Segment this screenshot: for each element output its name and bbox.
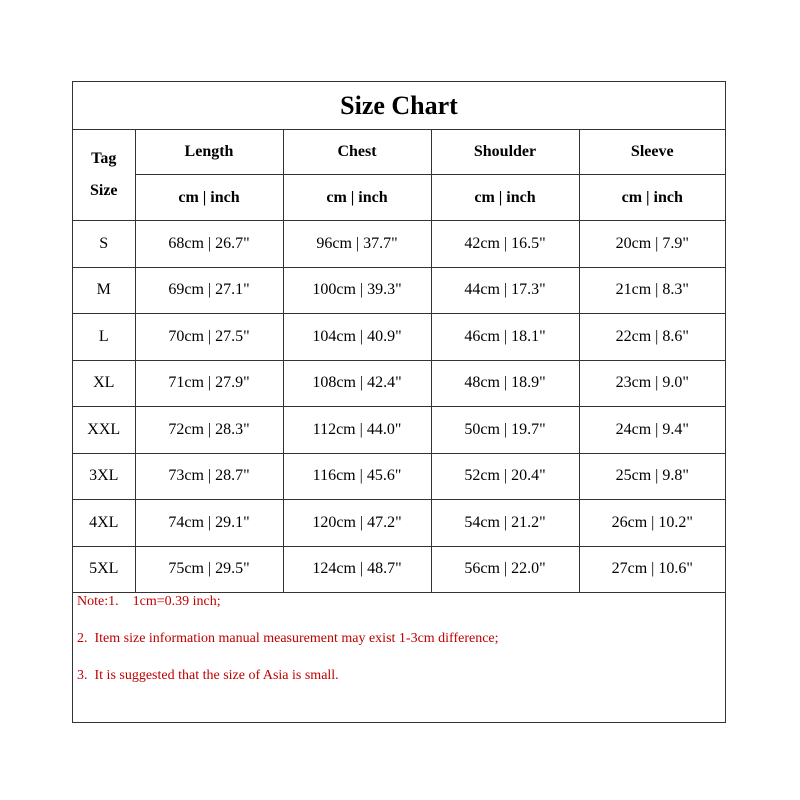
- size-cell: L: [73, 314, 135, 361]
- measurement-cell: 44cm | 17.3": [431, 267, 579, 314]
- measurement-cell: 73cm | 28.7": [135, 453, 283, 500]
- measurement-cell: 20cm | 7.9": [579, 221, 725, 268]
- size-cell: S: [73, 221, 135, 268]
- measurement-cell: 25cm | 9.8": [579, 453, 725, 500]
- measurement-cell: 120cm | 47.2": [283, 500, 431, 547]
- column-header-chest: Chest: [283, 129, 431, 175]
- size-cell: XL: [73, 360, 135, 407]
- tag-size-header: [73, 129, 135, 221]
- size-chart: [72, 81, 726, 723]
- measurement-cell: 42cm | 16.5": [431, 221, 579, 268]
- column-header-sleeve: Sleeve: [579, 129, 725, 175]
- unit-row: [73, 175, 725, 221]
- column-header-shoulder: Shoulder: [431, 129, 579, 175]
- measurement-cell: 48cm | 18.9": [431, 360, 579, 407]
- size-label: Size: [89, 181, 118, 199]
- measurement-cell: 22cm | 8.6": [579, 314, 725, 361]
- column-header-length: Length: [135, 129, 283, 175]
- table-row: [73, 267, 725, 314]
- tag-label: Tag: [91, 149, 117, 167]
- measurement-cell: 26cm | 10.2": [579, 500, 725, 547]
- measurement-cell: 24cm | 9.4": [579, 407, 725, 454]
- measurement-cell: 69cm | 27.1": [135, 267, 283, 314]
- size-cell: 3XL: [73, 453, 135, 500]
- table-row: [73, 407, 725, 454]
- measurement-cell: 75cm | 29.5": [135, 546, 283, 593]
- measurement-cell: 68cm | 26.7": [135, 221, 283, 268]
- table-row: [73, 314, 725, 361]
- measurement-cell: 50cm | 19.7": [431, 407, 579, 454]
- measurement-cell: 108cm | 42.4": [283, 360, 431, 407]
- unit-label: cm | inch: [283, 175, 431, 221]
- measurement-cell: 56cm | 22.0": [431, 546, 579, 593]
- size-cell: M: [73, 267, 135, 314]
- measurement-cell: 71cm | 27.9": [135, 360, 283, 407]
- measurement-cell: 116cm | 45.6": [283, 453, 431, 500]
- measurement-cell: 124cm | 48.7": [283, 546, 431, 593]
- table-row: [73, 546, 725, 593]
- measurement-cell: 23cm | 9.0": [579, 360, 725, 407]
- measurement-cell: 104cm | 40.9": [283, 314, 431, 361]
- size-cell: 4XL: [73, 500, 135, 547]
- measurement-cell: 54cm | 21.2": [431, 500, 579, 547]
- table-row: [73, 453, 725, 500]
- header-row: [73, 129, 725, 175]
- size-cell: XXL: [73, 407, 135, 454]
- unit-label: cm | inch: [431, 175, 579, 221]
- measurement-cell: 112cm | 44.0": [283, 407, 431, 454]
- chart-title: Size Chart: [73, 82, 725, 130]
- measurement-cell: 27cm | 10.6": [579, 546, 725, 593]
- measurement-cell: 21cm | 8.3": [579, 267, 725, 314]
- note-1: Note:1. 1cm=0.39 inch;: [77, 594, 221, 609]
- unit-label: cm | inch: [579, 175, 725, 221]
- measurement-cell: 74cm | 29.1": [135, 500, 283, 547]
- unit-label: cm | inch: [135, 175, 283, 221]
- size-cell: 5XL: [73, 546, 135, 593]
- table-row: [73, 500, 725, 547]
- note-3: 3. It is suggested that the size of Asia is small.: [77, 668, 339, 683]
- table-row: [73, 360, 725, 407]
- measurement-cell: 52cm | 20.4": [431, 453, 579, 500]
- measurement-cell: 70cm | 27.5": [135, 314, 283, 361]
- measurement-cell: 96cm | 37.7": [283, 221, 431, 268]
- measurement-cell: 100cm | 39.3": [283, 267, 431, 314]
- measurement-cell: 46cm | 18.1": [431, 314, 579, 361]
- table-row: [73, 221, 725, 268]
- size-table: [73, 129, 725, 593]
- measurement-cell: 72cm | 28.3": [135, 407, 283, 454]
- note-2: 2. Item size information manual measurement may exist 1-3cm difference;: [77, 631, 499, 646]
